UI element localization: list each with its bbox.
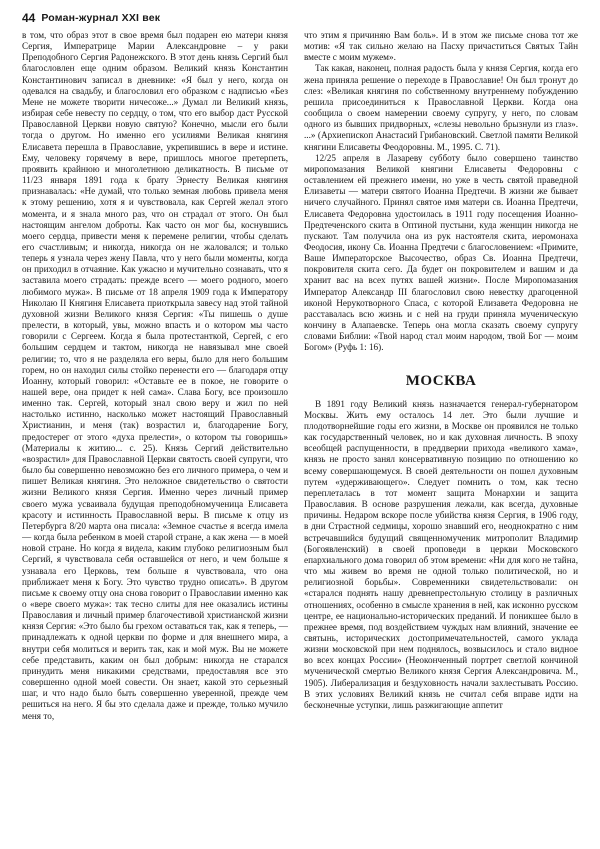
left-paragraph-1: в том, что образ этот в свое время был подарен ею матери князя Сергия, Императрице Марии Александровне – у раки Преподобного Сергия Радонежского. В этот день князь Сергий был благословлен еще одним образом. Великий князь Константин Константинович записал в дневнике: «Я был у него, когда он одевался на свадьбу, и благословил его образком с надписью «Без Мене не можете творити ничесоже...» Думал ли Великий князь, избирая себе невесту по сердцу, о том, что его выбор даст Русской Православной Церкви новую святую? Конечно, мысли его были тогда о другом. Но именно его усилиями Великая княгиня Елисавета перешла в Православие, укрепившись в вере и истине. Ему, человеку горячему в вере, пришлось многое претерпеть, проявить крайнюю и многолетнюю деликатность. В письме от 11/23 января 1891 года к брату Эрнесту Великая княгиня признавалась: «Не думай, что только земная любовь привела меня к этому решению, хотя я и чувствовала, как Сергей желал этого момента, и я знала много раз, что он страдал от этого. Он был настоящим ангелом доброты. Как часто он мог бы, коснувшись моего сердца, привести меня к перемене религии, чтобы сделать его счастливым; и никогда, никогда он не жаловался; и только теперь я узнала через жену Павла, что у него были моменты, когда он приходил в отчаяние. Как ужасно и мучительно сознавать, что я заставила моего страдать: прежде всего — моего родного, моего любимого мужа». В письме от 18 апреля 1909 года к Императору Николаю II Княгиня Елисавета приоткрыла завесу над этой тайной духовной жизни Великого князя Сергия: «Ты пишешь о душе прелести, в который, увы, можно впасть и о котором мы часто говорили с Сергеем. Когда я была протестанткой, Сергей, с его большим сердцем и тактом, никогда не навязывал мне своей религии; то, что я не разделяла его веры, было для него большим горем, но он находил силы стойко перенести его — благодаря отцу Иоанну, который говорил: «Оставьте ее в покое, не говорите о нашей вере, она придет к ней сама». Слава Богу, все произошло именно так. Сергей, который знал свою веру и жил по ней настолько истинно, насколько может настоящий Православный Христианин, и меня (так) возрастил и, благодарение Богу, предостерег от этого «духа прелести», о котором ты говоришь» (Материалы к житию... с. 25). Князь Сергий действительно «возрастил» для Православной Церкви святость своей супруги, что было бы совершенно невозможно без его личного примера, о чем и пишет Великая княгиня. Это неложное свидетельство о святости жизни Великого князя Сергия. Именно через личный пример своего мужа усваивала будущая преподобномученица Елисавета красоту и истинность Православной веры. В письме к отцу из Петербурга 8/20 марта она писала: «Земное счастье я всегда имела — когда была ребенком в моей старой стране, а как жена — в моей новой стране. Но когда я видела, каким глубоко религиозным был Сергий, я чувствовала себя оставшейся от него, и чем больше я узнавала его Церковь, тем больше я чувствовала, что она приближает меня к Богу. Это чувство трудно описать». В другом письме к своему отцу она снова говорит о Православии именно как о «вере своего мужа»: так тесно слиты для нее оказались истины Православия и личный пример благочестивой христианской жизни князя Сергия: «Это было бы грехом оставаться так, как я теперь, — принадлежать к одной церкви по форме и для внешнего мира, а внутри себя молиться и верить так, как и мой муж. Вы не можете себе представить, каким он был добрым: никогда не старался принудить меня никакими средствами, предоставляя все это совершенно одной моей совести. Он знает, какой это серьезный шаг, и что надо было быть совершенно уверенной, прежде чем решиться на него. Я бы это сделала даже и прежде, только мучило меня то, [22, 30, 288, 721]
right-column [304, 30, 578, 845]
page-header [22, 8, 578, 28]
journal-title: Роман-журнал XXI век [41, 12, 161, 24]
right-paragraph-1: что этим я причиняю Вам боль». И в этом же письме снова тот же мотив: «Я так сильно желаю на Пасху причаститься Святых Тайн вместе с моим мужем». [304, 30, 578, 63]
right-paragraph-4: В 1891 году Великий князь назначается генерал-губернатором Москвы. Жить ему осталось 14 лет. Это были лучшие и плодотворнейшие годы его жизни, в Москве он проявился не только как государственный человек, но и как духовная личность. В эпоху всеобщей распущенности, в преддверии прихода «великого хама», князь не просто занял консервативную позицию по отношению ко всему совершающемуся. В своей деятельности он пошел духовным путем «удерживающего». Следует помнить о том, как тесно переплеталась в тот момент защита Монархии и защита Православия. В основе разрушения лежали, как всегда, духовные причины. Недаром вскоре после убийства князя Сергия, в 1906 году, в дни Страстной седмицы, хорошо знавший его, неоднократно с ним встречавшийся будущий священномученик митрополит Владимир (Богоявленский) в своей проповеди в церкви Московского епархиального дома говорил об этом времени: «Ни для кого не тайна, что мы живем во время не одной только политической, но и религиозной борьбы». Современники свидетельствовали: он «старался поднять нашу древнепрестольную столицу в различных отношениях, особенно в смысле хранения в ней, как исконно русском центре, ее национально-исторических преданий. И поникшее было в прежнее время, под воздействием чуждых нам влияний, значение ее святынь, исторических достопримечательностей, самого уклада жизни московской при нем поднялось, возвысилось и стало видное во всех концах России» (Неоконченный портрет светлой кончиной мученической смертью Великого князя Сергия Александровича. М., 1905). Либерализация и бездуховность начали захлестывать Россию. В этих условиях Великий князь не считал себя вправе идти на бесконечные уступки, лишь разжигающие аппетит [304, 398, 578, 710]
section-title-moscow: МОСКВА [405, 372, 477, 389]
left-column [22, 30, 288, 845]
right-paragraph-2: Так какая, наконец, полная радость была у князя Сергия, когда его жена приняла решение о переходе в Православие! Он был тронут до слез: «Великая княгиня по собственному внутреннему побуждению решила присоединиться к Православной Церкви. Когда она сообщила о своем намерении своему супругу, у него, по словам одного из бывших придворных, «слезы невольно брызнули из глаз». ...» (Архиепископ Анастасий Грибановский. Светлой памяти Великой княгини Елисаветы Феодоровны. М., 1995. С. 71). [304, 63, 578, 152]
right-paragraph-3: 12/25 апреля в Лазареву субботу было совершено таинство миропомазания Великой княгини Елисаветы Федоровны с оставлением ей прежнего имени, но уже в честь святой праведной Елизаветы — матери святого Иоанна Предтечи. В жизни же бывает ничего случайного. Принял святое имя матери св. Иоанна Предтечи, Елисавета Федоровна удостоилась в 1911 году посещения Иоанно-Предтеченского скита в Оптиной пустыни, куда женщин никогда не пускают. Там получила она из рук настоятеля скита, иеромонаха Феодосия, икону Св. Иоанна Предтечи с благословением: «Примите, Ваше Императорское Высочество, образ Св. Иоанна Предтечи, покровителя скита сего. Да будет он покровителем и вашим и да хранит вас на всех путях вашей жизни». После Миропомазания Император Александр III благословил свою невестку драгоценной иконой Нерукотворного Спаса, с которой Елизавета Федоровна не расставалась всю жизнь и с ней на груди приняла мученическую кончину в Алапаевске. Теперь она могла сказать своему супругу словами Библии: «Твой народ стал моим народом, твой Бог — моим Богом» (Руфь 1: 16). [304, 152, 578, 353]
page-number: 44 [22, 11, 36, 25]
